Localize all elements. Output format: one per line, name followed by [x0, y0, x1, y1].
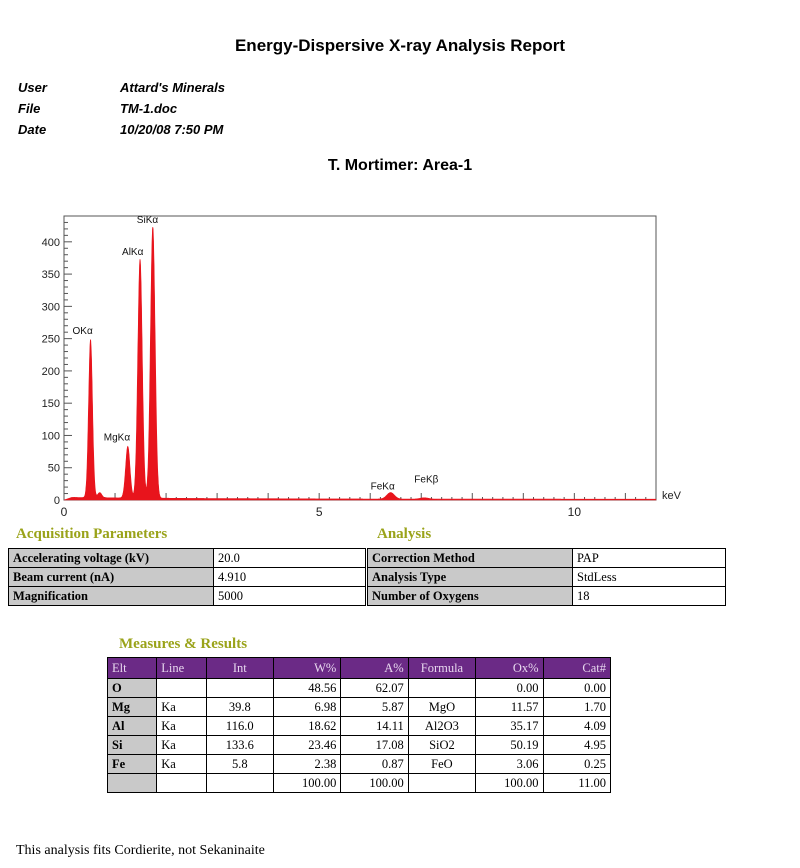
cell-line [157, 774, 206, 793]
table-row [368, 568, 726, 587]
cell-line [157, 679, 206, 698]
cell-cat: 4.95 [543, 736, 610, 755]
cell-ox: 0.00 [476, 679, 543, 698]
table-row [9, 587, 366, 606]
col-header-line: Line [157, 658, 206, 679]
report-title: Energy-Dispersive X-ray Analysis Report [234, 36, 566, 55]
acquisition-title: Acquisition Parameters [16, 526, 168, 542]
acq-label: Magnification [9, 587, 214, 606]
y-tick-label: 300 [41, 301, 60, 314]
analysis-label: Correction Method [368, 549, 573, 568]
table-row-total [108, 774, 611, 793]
meta-value-user: Attard's Minerals [120, 80, 225, 95]
peak-label: FeKβ [414, 474, 439, 486]
col-header-cat: Cat# [543, 658, 610, 679]
cell-cat: 0.25 [543, 755, 610, 774]
y-tick-label: 200 [41, 365, 60, 378]
cell-elt: Mg [108, 698, 157, 717]
cell-formula: SiO2 [408, 736, 475, 755]
table-row [108, 717, 611, 736]
cell-w: 23.46 [273, 736, 340, 755]
analysis-label: Analysis Type [368, 568, 573, 587]
peak-label: OKα [72, 325, 93, 337]
cell-line: Ka [157, 698, 206, 717]
cell-ox: 100.00 [476, 774, 543, 793]
y-tick-label: 50 [47, 462, 60, 475]
analysis-table [367, 548, 726, 606]
cell-a: 14.11 [341, 717, 408, 736]
cell-line: Ka [157, 717, 206, 736]
cell-a: 0.87 [341, 755, 408, 774]
cell-ox: 50.19 [476, 736, 543, 755]
analysis-value: StdLess [573, 568, 726, 587]
table-row [108, 736, 611, 755]
cell-cat: 1.70 [543, 698, 610, 717]
acquisition-table [8, 548, 366, 606]
cell-ox: 3.06 [476, 755, 543, 774]
acq-value: 4.910 [214, 568, 366, 587]
analysis-title: Analysis [377, 526, 432, 542]
cell-formula: Al2O3 [408, 717, 475, 736]
results-title: Measures & Results [119, 636, 248, 652]
cell-cat: 0.00 [543, 679, 610, 698]
acq-value: 5000 [214, 587, 366, 606]
cell-w: 2.38 [273, 755, 340, 774]
table-row [108, 755, 611, 774]
y-tick-label: 150 [41, 398, 60, 411]
cell-line: Ka [157, 736, 206, 755]
acq-label: Accelerating voltage (kV) [9, 549, 214, 568]
table-row [368, 587, 726, 606]
x-tick-label: 10 [567, 505, 582, 519]
table-header-row [108, 658, 611, 679]
meta-label-user: User [18, 80, 47, 95]
x-tick-label: 5 [315, 505, 323, 519]
cell-formula: FeO [408, 755, 475, 774]
cell-int: 39.8 [206, 698, 273, 717]
peak-label: MgKα [103, 432, 131, 444]
x-tick-label: 0 [60, 505, 68, 519]
analysis-value: PAP [573, 549, 726, 568]
cell-int [206, 679, 273, 698]
cell-elt: Si [108, 736, 157, 755]
analysis-value: 18 [573, 587, 726, 606]
cell-line: Ka [157, 755, 206, 774]
cell-int [206, 774, 273, 793]
cell-w: 100.00 [273, 774, 340, 793]
cell-formula [408, 774, 475, 793]
cell-ox: 11.57 [476, 698, 543, 717]
meta-value-file: TM-1.doc [120, 101, 178, 116]
table-row [9, 549, 366, 568]
cell-ox: 35.17 [476, 717, 543, 736]
cell-int: 133.6 [206, 736, 273, 755]
col-header-ox: Ox% [476, 658, 543, 679]
eds-spectrum-chart [0, 200, 800, 520]
table-row [108, 698, 611, 717]
meta-value-date: 10/20/08 7:50 PM [120, 122, 224, 137]
cell-int: 116.0 [206, 717, 273, 736]
y-tick-label: 250 [41, 333, 60, 346]
cell-cat: 11.00 [543, 774, 610, 793]
col-header-elt: Elt [108, 658, 157, 679]
cell-formula: MgO [408, 698, 475, 717]
table-row [368, 549, 726, 568]
peak-label: AlKα [122, 247, 144, 259]
cell-elt: Al [108, 717, 157, 736]
cell-elt: O [108, 679, 157, 698]
col-header-formula: Formula [408, 658, 475, 679]
col-header-a: A% [341, 658, 408, 679]
cell-int: 5.8 [206, 755, 273, 774]
cell-cat: 4.09 [543, 717, 610, 736]
cell-a: 5.87 [341, 698, 408, 717]
cell-a: 17.08 [341, 736, 408, 755]
x-axis-label: keV [662, 490, 681, 502]
y-tick-label: 400 [41, 236, 60, 249]
cell-w: 6.98 [273, 698, 340, 717]
peak-label: SiKα [136, 214, 159, 226]
analysis-label: Number of Oxygens [368, 587, 573, 606]
table-row [9, 568, 366, 587]
cell-a: 62.07 [341, 679, 408, 698]
cell-elt: Fe [108, 755, 157, 774]
table-row [108, 679, 611, 698]
cell-w: 18.62 [273, 717, 340, 736]
col-header-int: Int [206, 658, 273, 679]
meta-label-file: File [18, 101, 41, 116]
y-tick-label: 100 [41, 430, 60, 443]
results-table [107, 657, 611, 793]
y-tick-label: 0 [53, 495, 60, 507]
acq-value: 20.0 [214, 549, 366, 568]
meta-label-date: Date [18, 122, 47, 137]
peak-label: FeKα [370, 481, 395, 493]
cell-elt [108, 774, 157, 793]
report-subtitle: T. Mortimer: Area-1 [327, 157, 473, 174]
cell-formula [408, 679, 475, 698]
cell-a: 100.00 [341, 774, 408, 793]
analysis-note: This analysis fits Cordierite, not Sekaninaite [16, 843, 265, 858]
y-tick-label: 350 [41, 269, 60, 282]
cell-w: 48.56 [273, 679, 340, 698]
acq-label: Beam current (nA) [9, 568, 214, 587]
col-header-w: W% [273, 658, 340, 679]
